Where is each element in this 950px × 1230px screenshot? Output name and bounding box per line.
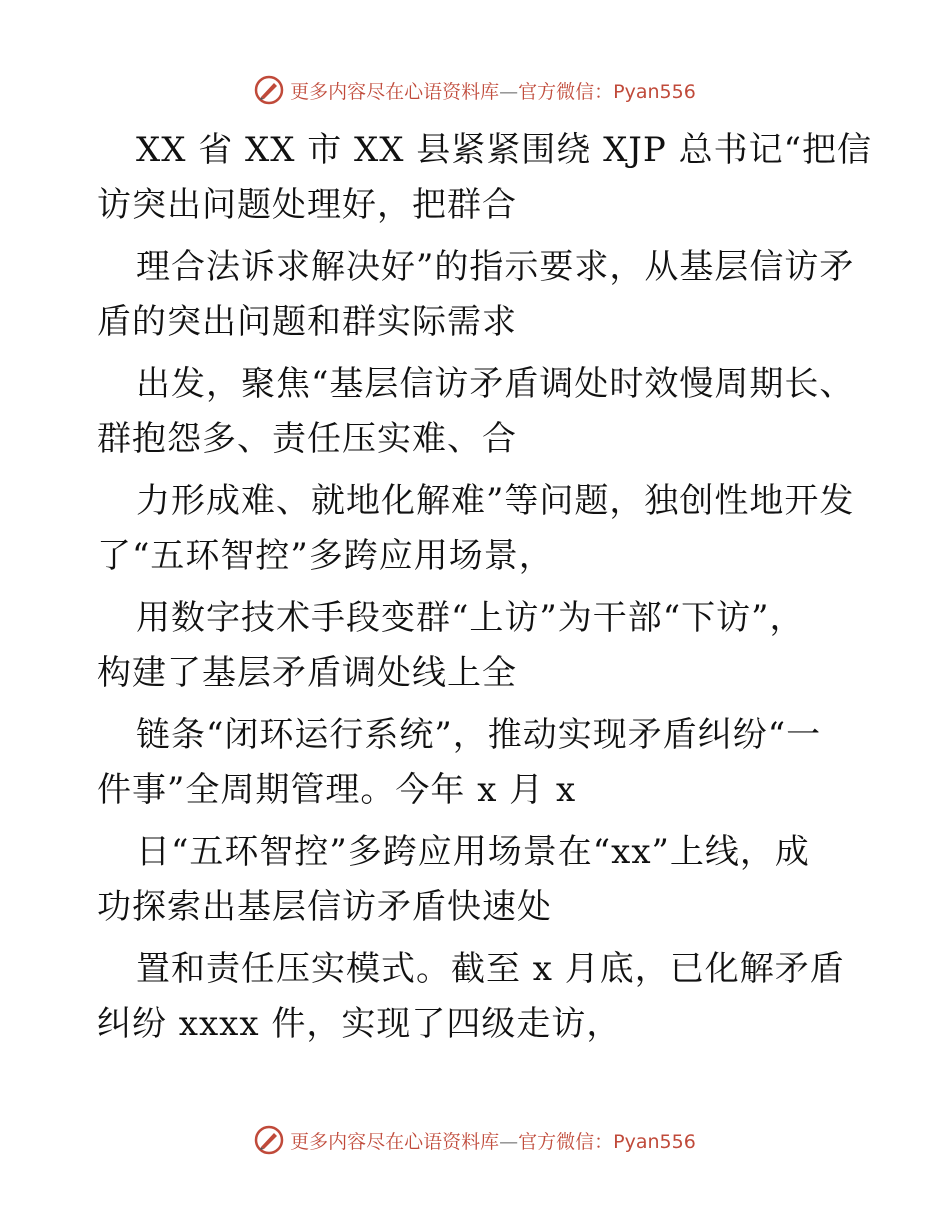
paragraph-2-line-2: 盾的突出问题和群实际需求 <box>97 302 517 342</box>
paragraph-5-line-1: 用数字技术手段变群“上访”为干部“下访”， <box>136 598 805 638</box>
paragraph-4-line-2: 了“五环智控”多跨应用场景， <box>97 536 554 576</box>
footer-watermark <box>0 1120 950 1160</box>
paragraph-2-line-1: 理合法诉求解决好”的指示要求，从基层信访矛 <box>136 247 855 287</box>
paragraph-7-line-1: 日“五环智控”多跨应用场景在“xx”上线，成 <box>136 832 810 872</box>
watermark-dash: — <box>499 80 519 103</box>
watermark-text <box>290 77 696 104</box>
paragraph-5-line-2: 构建了基层矛盾调处线上全 <box>97 653 517 693</box>
paragraph-8-line-1: 置和责任压实模式。截至 x 月底，已化解矛盾 <box>136 949 845 989</box>
paragraph-3-line-2: 群抱怨多、责任压实难、合 <box>97 419 517 459</box>
paragraph-3-line-1: 出发，聚焦“基层信访矛盾调处时效慢周期长、 <box>136 364 855 404</box>
watermark-dash: — <box>499 1130 519 1153</box>
paragraph-6-line-2: 件事”全周期管理。今年 x 月 x <box>97 770 577 810</box>
paragraph-6-line-1: 链条“闭环运行系统”，推动实现矛盾纠纷“一 <box>136 715 822 755</box>
paragraph-1-line-1: XX 省 XX 市 XX 县紧紧围绕 XJP 总书记“把信 <box>136 130 872 170</box>
pen-logo-icon <box>254 75 284 105</box>
watermark-contact: 官方微信：Pyan556 <box>518 80 696 103</box>
paragraph-1-line-2: 访突出问题处理好，把群合 <box>97 185 517 225</box>
header-watermark <box>0 70 950 110</box>
watermark-contact: 官方微信：Pyan556 <box>518 1130 696 1153</box>
pen-logo-icon <box>254 1125 284 1155</box>
watermark-site: 更多内容尽在心语资料库 <box>290 80 500 103</box>
paragraph-7-line-2: 功探索出基层信访矛盾快速处 <box>97 887 552 927</box>
watermark-text <box>290 1127 696 1154</box>
paragraph-4-line-1: 力形成难、就地化解难”等问题，独创性地开发 <box>136 481 855 521</box>
paragraph-8-line-2: 纠纷 xxxx 件，实现了四级走访， <box>97 1004 622 1044</box>
watermark-site: 更多内容尽在心语资料库 <box>290 1130 500 1153</box>
